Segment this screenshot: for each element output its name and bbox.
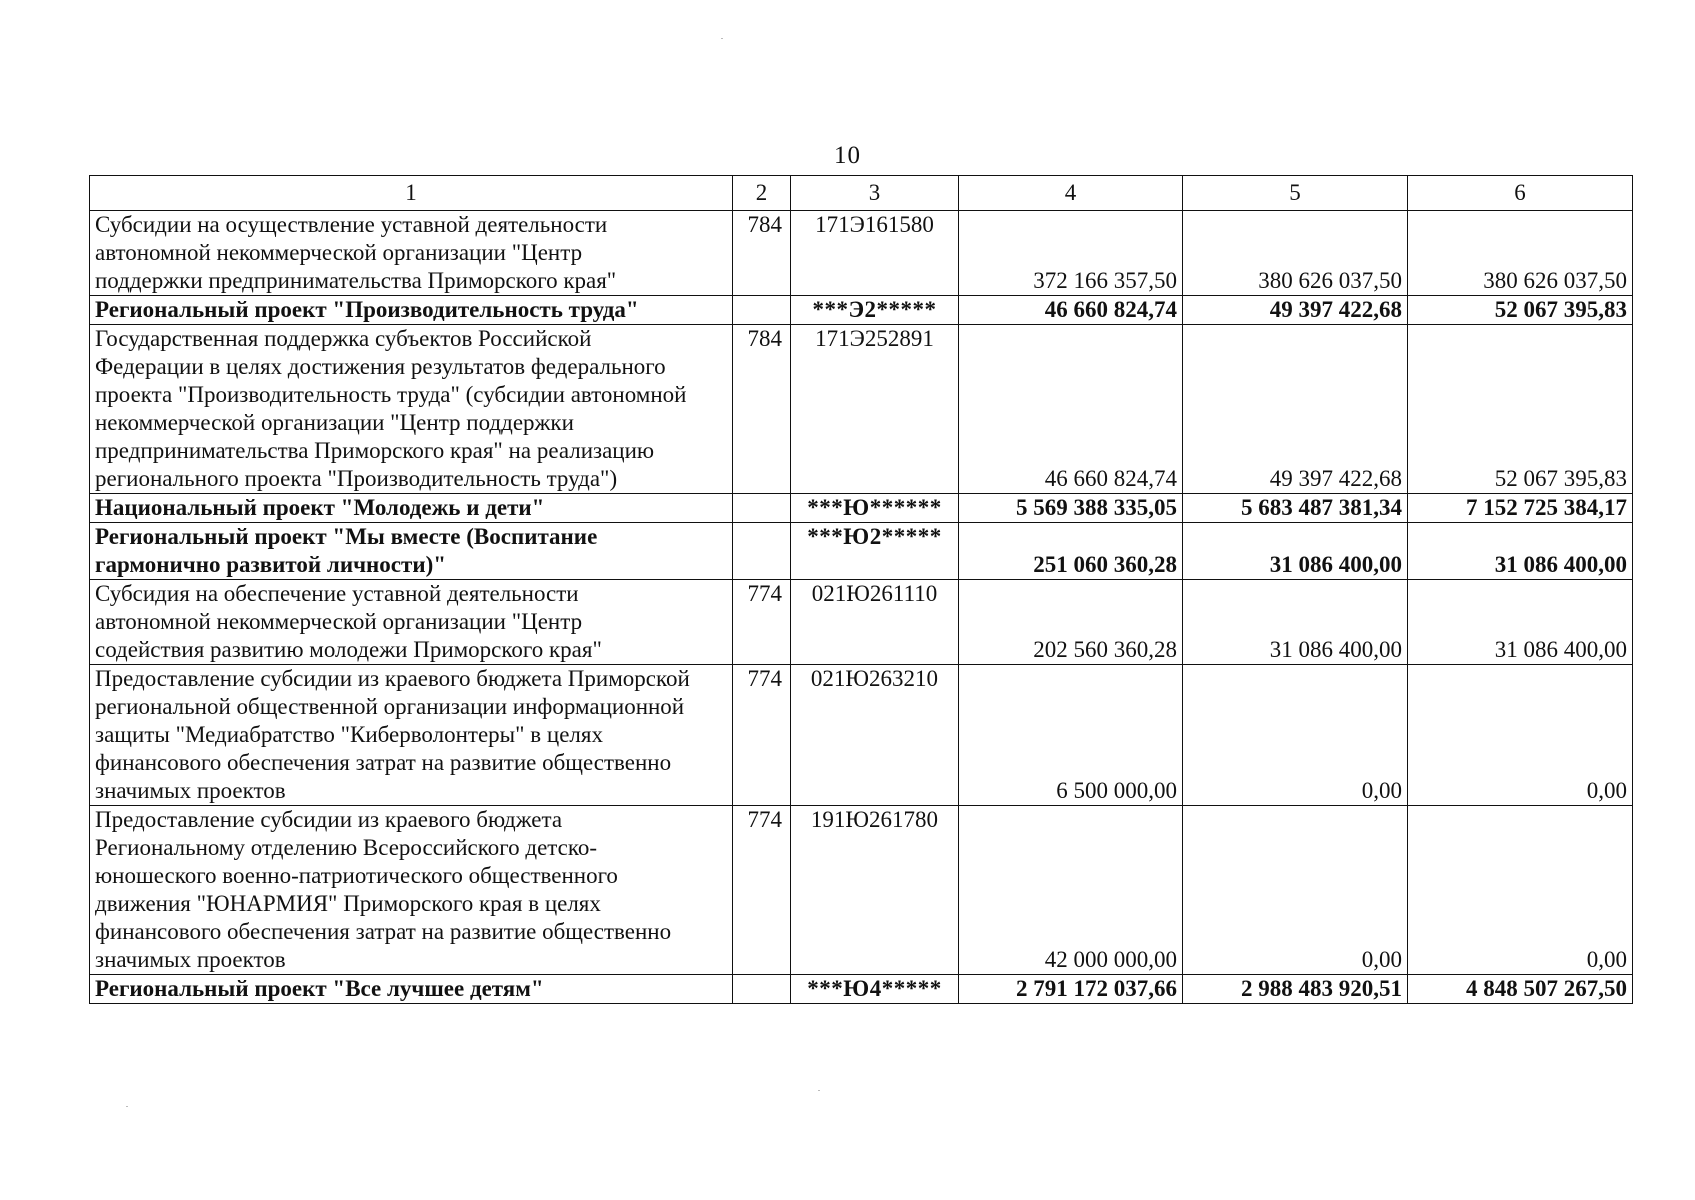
row-name: Региональный проект "Мы вместе (Воспитание гармонично развитой личности)" xyxy=(90,523,733,580)
row-value-6: 52 067 395,83 xyxy=(1408,325,1633,494)
row-kbk: ***Ю4***** xyxy=(791,975,959,1004)
column-header-4: 4 xyxy=(959,176,1183,211)
column-header-3: 3 xyxy=(791,176,959,211)
row-code xyxy=(733,523,791,580)
row-value-4: 6 500 000,00 xyxy=(959,665,1183,806)
row-value-5: 5 683 487 381,34 xyxy=(1183,494,1408,523)
column-header-2: 2 xyxy=(733,176,791,211)
row-value-6: 0,00 xyxy=(1408,806,1633,975)
row-kbk: ***Э2***** xyxy=(791,296,959,325)
row-kbk: ***Ю****** xyxy=(791,494,959,523)
column-header-5: 5 xyxy=(1183,176,1408,211)
row-code: 774 xyxy=(733,665,791,806)
row-value-6: 0,00 xyxy=(1408,665,1633,806)
row-kbk: 021Ю261110 xyxy=(791,580,959,665)
row-value-4: 42 000 000,00 xyxy=(959,806,1183,975)
row-name: Предоставление субсидии из краевого бюджета Приморской региональной общественной организации информационной защиты "Медиабратство "Киберволонтеры" в целях финансового обеспечения затрат на развитие общественно значимых проектов xyxy=(90,665,733,806)
scan-speck xyxy=(721,38,723,39)
row-value-4: 46 660 824,74 xyxy=(959,325,1183,494)
row-value-5: 0,00 xyxy=(1183,665,1408,806)
row-value-5: 49 397 422,68 xyxy=(1183,296,1408,325)
table-row xyxy=(90,580,1633,665)
row-kbk: 191Ю261780 xyxy=(791,806,959,975)
table-row xyxy=(90,523,1633,580)
row-code xyxy=(733,975,791,1004)
row-value-6: 4 848 507 267,50 xyxy=(1408,975,1633,1004)
row-name: Региональный проект "Производительность труда" xyxy=(90,296,733,325)
column-header-1: 1 xyxy=(90,176,733,211)
row-value-5: 31 086 400,00 xyxy=(1183,523,1408,580)
row-value-5: 2 988 483 920,51 xyxy=(1183,975,1408,1004)
row-kbk: 171Э161580 xyxy=(791,211,959,296)
header-row xyxy=(90,176,1633,211)
row-value-6: 52 067 395,83 xyxy=(1408,296,1633,325)
table-row xyxy=(90,806,1633,975)
row-name: Региональный проект "Все лучшее детям" xyxy=(90,975,733,1004)
row-code: 774 xyxy=(733,806,791,975)
row-value-4: 46 660 824,74 xyxy=(959,296,1183,325)
row-code: 774 xyxy=(733,580,791,665)
row-name: Государственная поддержка субъектов Российской Федерации в целях достижения результатов федерального проекта "Производительность труда" (субсидии автономной некоммерческой организации "Центр поддержки предпринимательства Приморского края" на реализацию регионального проекта "Производительность труда") xyxy=(90,325,733,494)
budget-table xyxy=(89,175,1633,1004)
row-value-4: 202 560 360,28 xyxy=(959,580,1183,665)
row-code xyxy=(733,296,791,325)
row-name: Предоставление субсидии из краевого бюджета Региональному отделению Всероссийского детско- юношеского военно-патриотического общественного движения "ЮНАРМИЯ" Приморского края в целях финансового обеспечения затрат на развитие общественно значимых проектов xyxy=(90,806,733,975)
row-name: Субсидия на обеспечение уставной деятельности автономной некоммерческой организации "Центр содействия развитию молодежи Приморского края" xyxy=(90,580,733,665)
table-row xyxy=(90,494,1633,523)
table-row xyxy=(90,296,1633,325)
scan-speck xyxy=(126,1106,128,1107)
row-value-5: 49 397 422,68 xyxy=(1183,325,1408,494)
row-kbk: 171Э252891 xyxy=(791,325,959,494)
row-code xyxy=(733,494,791,523)
table-row xyxy=(90,975,1633,1004)
row-value-5: 31 086 400,00 xyxy=(1183,580,1408,665)
row-value-6: 380 626 037,50 xyxy=(1408,211,1633,296)
row-name: Национальный проект "Молодежь и дети" xyxy=(90,494,733,523)
row-name: Субсидии на осуществление уставной деятельности автономной некоммерческой организации "Центр поддержки предпринимательства Приморского края" xyxy=(90,211,733,296)
row-value-5: 0,00 xyxy=(1183,806,1408,975)
row-value-4: 372 166 357,50 xyxy=(959,211,1183,296)
row-value-4: 251 060 360,28 xyxy=(959,523,1183,580)
row-value-4: 2 791 172 037,66 xyxy=(959,975,1183,1004)
scan-speck xyxy=(818,1090,820,1091)
page-number: 10 xyxy=(834,142,861,169)
table-row xyxy=(90,665,1633,806)
row-value-5: 380 626 037,50 xyxy=(1183,211,1408,296)
row-value-6: 7 152 725 384,17 xyxy=(1408,494,1633,523)
row-value-4: 5 569 388 335,05 xyxy=(959,494,1183,523)
table-row xyxy=(90,211,1633,296)
table-row xyxy=(90,325,1633,494)
row-value-6: 31 086 400,00 xyxy=(1408,523,1633,580)
row-value-6: 31 086 400,00 xyxy=(1408,580,1633,665)
row-kbk: ***Ю2***** xyxy=(791,523,959,580)
row-code: 784 xyxy=(733,211,791,296)
row-kbk: 021Ю263210 xyxy=(791,665,959,806)
row-code: 784 xyxy=(733,325,791,494)
column-header-6: 6 xyxy=(1408,176,1633,211)
